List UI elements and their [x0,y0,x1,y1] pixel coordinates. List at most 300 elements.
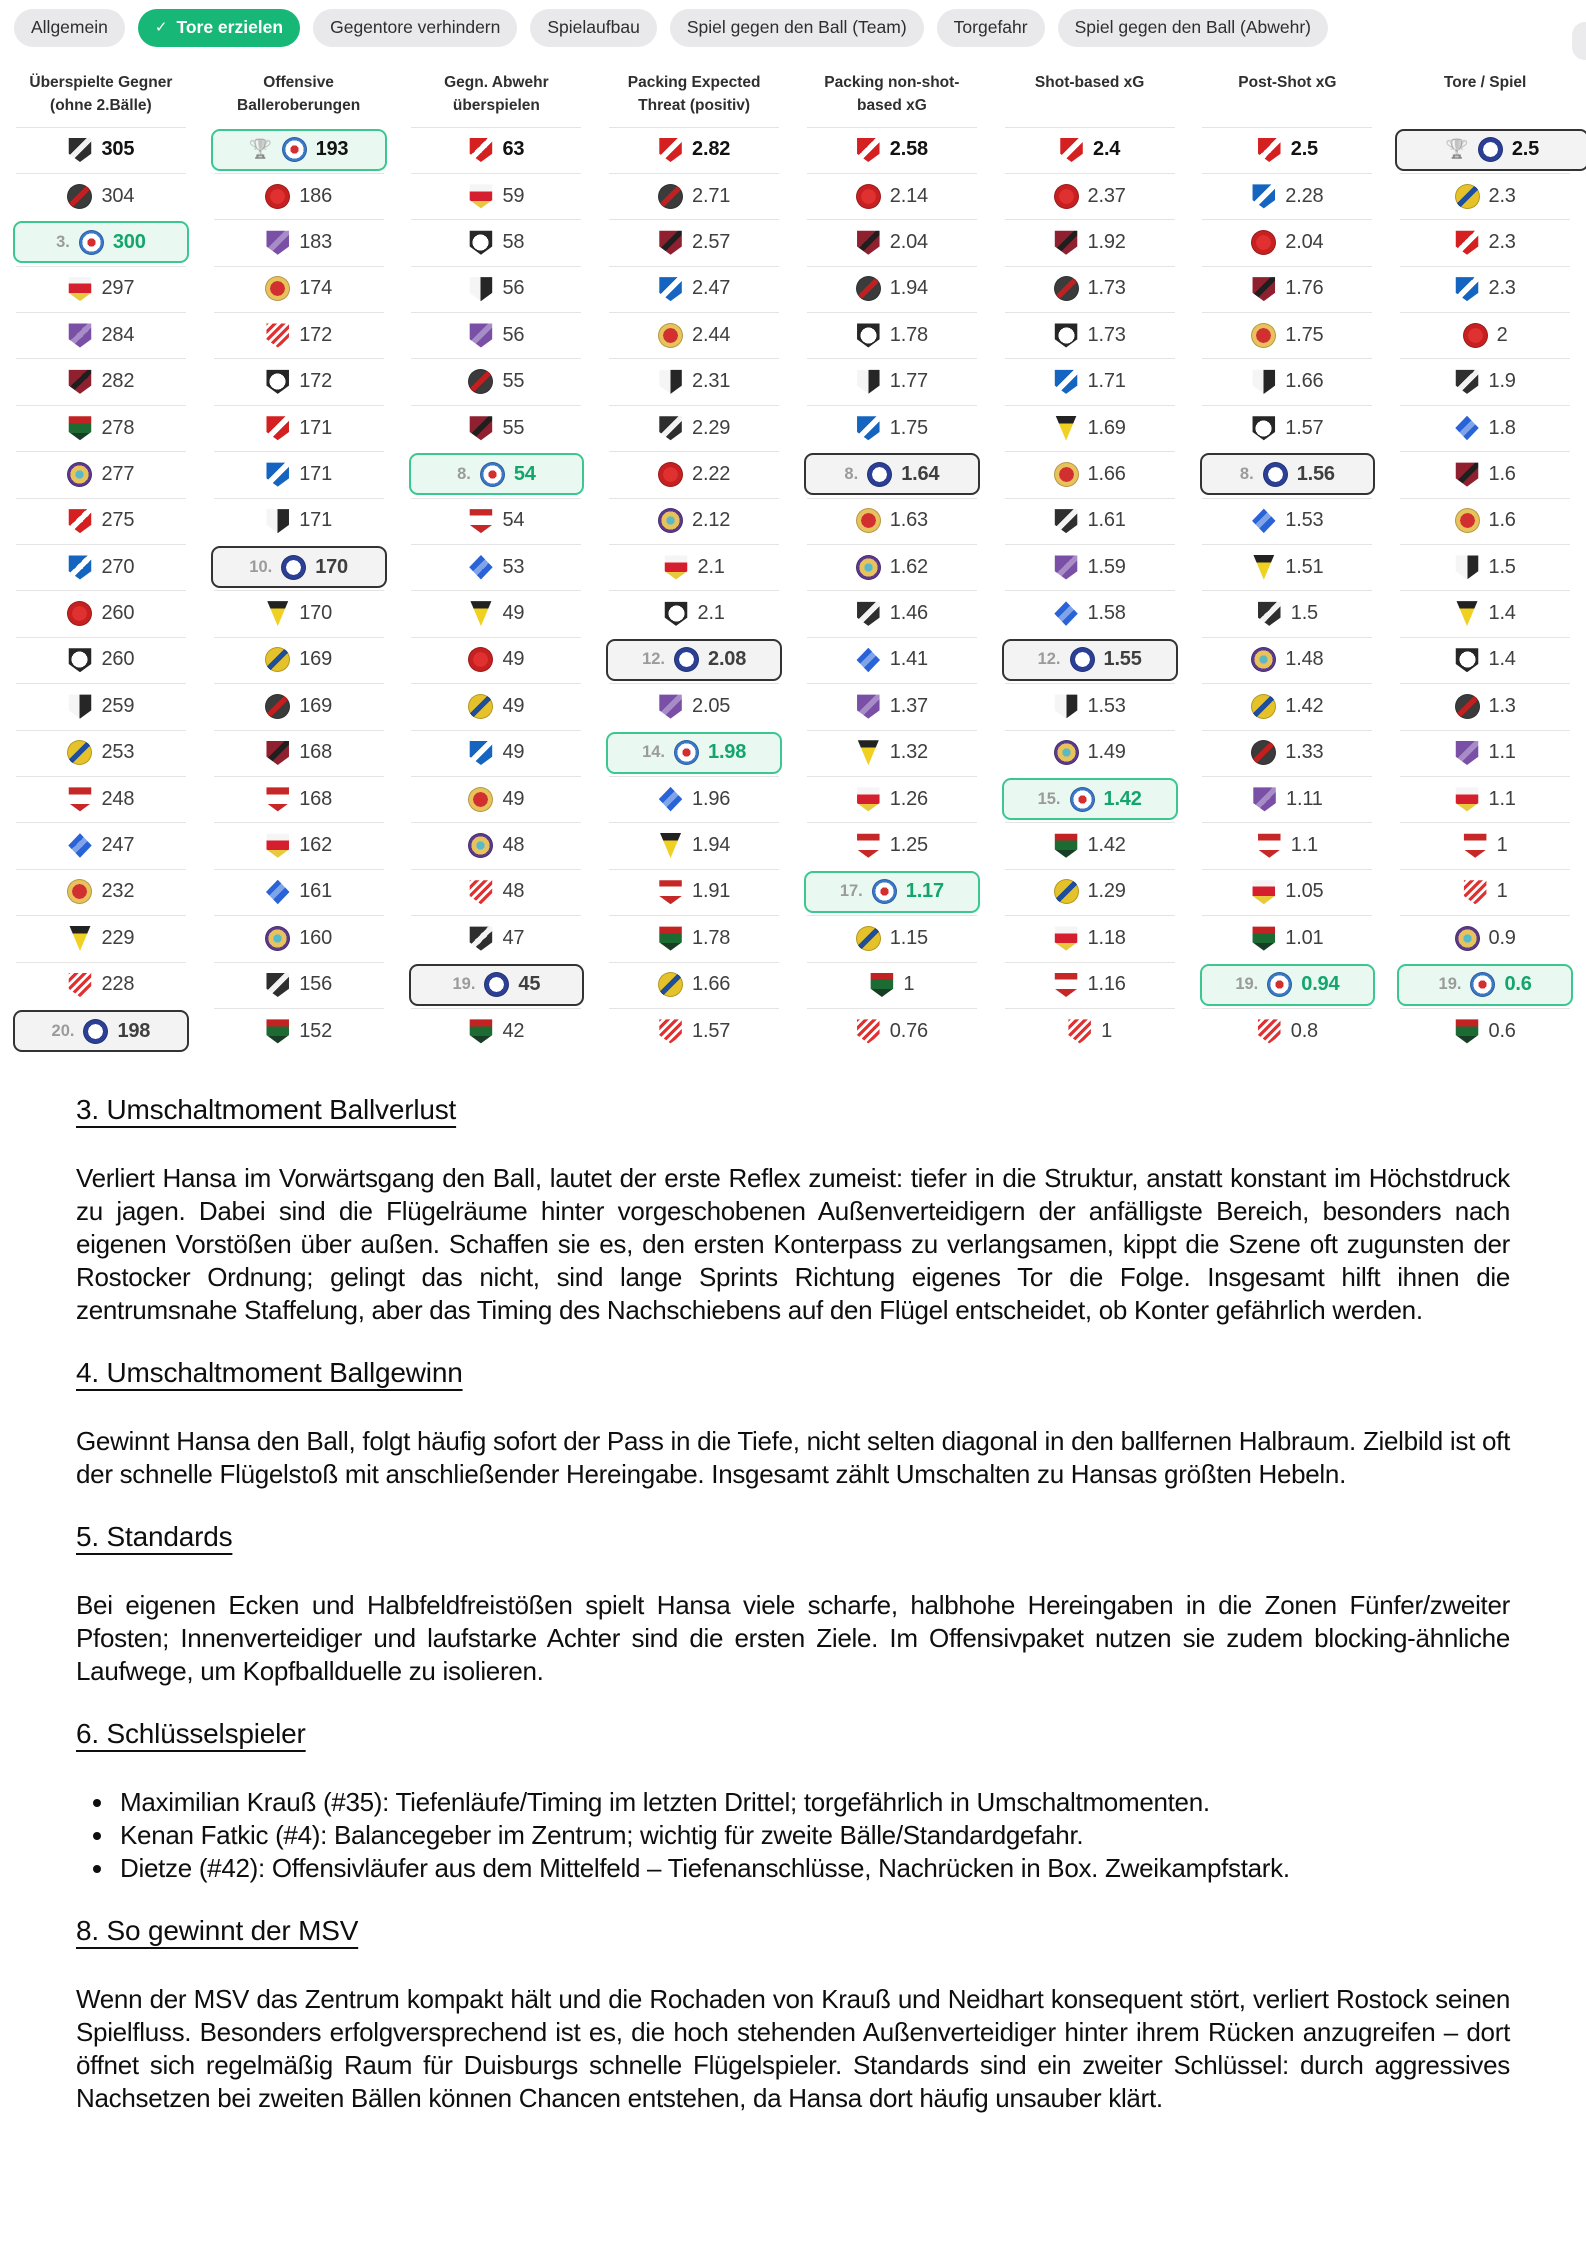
stat-value: 1.01 [1285,926,1324,949]
tab-spielaufbau[interactable] [530,9,656,47]
stat-value: 1.42 [1285,694,1324,717]
stat-value: 160 [299,926,333,949]
green-black-red-shield-crest [468,1019,493,1044]
stat-value: 186 [299,184,333,207]
stat-cell-c7-r11 [1189,590,1387,636]
stat-cell-c8-r5 [1386,312,1584,358]
tab-partial-cutoff[interactable] [1572,22,1586,60]
green-black-red-shield-crest [869,972,894,997]
stat-cell-c1-r14 [2,730,200,776]
stat-value: 2.5 [1290,138,1318,161]
stat-cell-content [1455,787,1516,812]
stat-cell-content [1455,647,1516,672]
stat-cell-content [265,230,332,255]
stat-cell-c2-r10 [200,544,398,590]
stat-cell-c5-r14 [793,730,991,776]
stat-value: 55 [502,416,525,439]
red-circle-crest [658,462,683,487]
column-header-line1: Shot-based xG [1034,73,1145,91]
stat-cell-c6-r19 [991,962,1189,1008]
column-header [200,63,398,127]
stat-cell-c6-r1 [991,127,1189,173]
stat-cell-content [658,879,730,904]
stat-cell-c4-r12 [595,637,793,683]
hansa-blue-white-red-circle-crest [1070,787,1095,812]
yellow-blue-circle-crest [658,972,683,997]
red-white-gold-shield-crest [856,137,881,162]
purple-shield-crest [1252,787,1277,812]
green-black-red-shield-crest [1054,833,1079,858]
stat-cell-content [856,1019,928,1044]
dark-crest-white-detail [1054,323,1079,348]
blue-white-shield-crest [1054,369,1079,394]
stat-value: 1.78 [889,323,928,346]
stat-cell-c8-r6 [1386,358,1584,404]
stat-cell-c4-r8 [595,451,793,497]
red-gold-circle-crest [1054,462,1079,487]
stat-cell-content [468,508,524,533]
stat-value: 47 [502,926,525,949]
stat-cell-content [468,879,524,904]
stat-cell-c2-r1 [200,127,398,173]
tab-allgemein[interactable] [14,9,125,47]
stat-cell-content [856,508,928,533]
white-black-lion-shield-crest [1455,555,1480,580]
darkred-black-shield-crest [1251,276,1276,301]
stat-cell-c1-r18 [2,915,200,961]
dark-red-v-circle-crest [1455,694,1480,719]
stat-value: 247 [101,834,135,857]
trophy-icon: 🏆 [248,139,273,161]
stat-value: 2 [1496,323,1508,346]
green-black-red-shield-crest [265,1019,290,1044]
red-white-striped-shield-crest [468,879,493,904]
stat-cell-content [658,184,730,209]
purple-gold-teal-circle-crest [265,926,290,951]
stat-value: 1.53 [1087,694,1126,717]
stat-value: 1.98 [708,741,747,764]
white-black-lion-shield-crest [856,369,881,394]
yellow-blue-circle-crest [67,740,92,765]
yellow-blue-circle-crest [265,647,290,672]
stat-cell-c7-r19 [1189,962,1387,1008]
stat-value: 1.33 [1285,741,1324,764]
stat-value: 171 [299,509,333,532]
stat-cell-c5-r12 [793,637,991,683]
stat-cell-content [1054,369,1126,394]
stat-value: 1.1 [1488,741,1516,764]
white-red-yellow-shield-crest [1054,926,1079,951]
stat-value: 2.37 [1087,184,1126,207]
stat-value: 49 [502,602,525,625]
stat-cell-content [804,871,980,913]
stat-value: 162 [299,834,333,857]
stat-cell-content [67,972,134,997]
stat-value: 2.4 [1093,138,1121,161]
dark-red-v-circle-crest [856,276,881,301]
stat-value: 49 [502,787,525,810]
stat-value: 2.04 [889,230,928,253]
dark-crest-white-detail [468,230,493,255]
stat-value: 2.1 [697,555,725,578]
msv-blue-white-circle-crest [1070,647,1095,672]
stat-cell-content [664,601,725,626]
tab-tore-erzielen[interactable] [138,9,300,47]
red-white-gold-shield-crest [658,137,683,162]
column-header-line2: based xG [856,96,927,114]
stat-cell-c6-r12 [991,637,1189,683]
stat-value: 2.28 [1285,184,1324,207]
dark-red-v-circle-crest [265,694,290,719]
stat-value: 1.48 [1285,648,1324,671]
red-white-band-shield-crest [67,787,92,812]
section-paragraph: Bei eigenen Ecken und Halbfeldfreistößen spielt Hansa viele scharfe, halbhohe Hereingaben in die Zonen Fünfer/zweiter Pfosten; Innenverteidiger und laufstarke Achter sind die ersten Ziele. Im Offensivpaket nutzen sie zudem blocking-ähnliche Laufwege, um Kopfballduelle zu isolieren. [76,1590,1510,1687]
stat-cell-c3-r8 [398,451,596,497]
white-red-yellow-shield-crest [67,276,92,301]
stat-cell-c6-r11 [991,590,1189,636]
stat-value: 56 [502,323,525,346]
dark-red-v-circle-crest [468,369,493,394]
red-white-striped-shield-crest [1257,1019,1282,1044]
stat-cell-content [1251,926,1323,951]
tab-label: Spiel gegen den Ball (Abwehr) [1074,17,1312,37]
stat-cell-content [468,230,524,255]
stat-value: 1.1 [1488,787,1516,810]
stat-value: 1.42 [1103,787,1142,810]
stat-cell-content [67,323,134,348]
purple-gold-teal-circle-crest [1455,926,1480,951]
stat-cell-c8-r11 [1386,590,1584,636]
stat-cell-content [1455,694,1516,719]
stat-value: 1 [1496,834,1508,857]
stat-cell-c6-r8 [991,451,1189,497]
stat-value: 2.12 [692,509,731,532]
dark-red-v-circle-crest [1054,276,1079,301]
stat-cell-content [1251,323,1323,348]
red-circle-crest [265,184,290,209]
red-white-striped-shield-crest [265,323,290,348]
red-white-band-shield-crest [468,508,493,533]
stat-cell-c8-r2 [1386,173,1584,219]
stat-cell-content [658,694,730,719]
stat-cell-content [1054,230,1126,255]
tab-label: Allgemein [31,17,108,37]
stat-value: 170 [299,602,333,625]
black-white-shield-crest [658,416,683,441]
stat-cell-content [856,740,928,765]
stat-cell-c8-r20 [1386,1008,1584,1054]
stat-cell-c2-r2 [200,173,398,219]
stat-cell-content [265,416,332,441]
stat-value: 1.4 [1488,602,1516,625]
stat-value: 1.9 [1488,370,1516,393]
stat-cell-c1-r5 [2,312,200,358]
stat-value: 1.49 [1087,741,1126,764]
stat-cell-content [1463,323,1508,348]
msv-blue-white-circle-crest [1263,462,1288,487]
stat-cell-content [1054,184,1126,209]
stat-cell-c1-r15 [2,776,200,822]
stat-value: 2.29 [692,416,731,439]
red-white-band-shield-crest [1054,972,1079,997]
stat-cell-c6-r18 [991,915,1189,961]
stat-value: 48 [502,834,525,857]
darkred-black-shield-crest [856,230,881,255]
stat-cell-content [468,601,524,626]
stat-cell-c8-r10 [1386,544,1584,590]
stat-cell-c7-r9 [1189,498,1387,544]
stat-value: 1.64 [901,462,940,485]
stat-cell-c5-r20 [793,1008,991,1054]
stat-value: 1.66 [1087,462,1126,485]
stat-cell-content [1251,647,1323,672]
rank-label: 20. [51,1021,75,1040]
stat-cell-content [211,129,387,171]
stat-value: 1 [1496,880,1508,903]
stat-cell-content [1257,601,1318,626]
stat-cell-c7-r14 [1189,730,1387,776]
stat-cell-c2-r9 [200,498,398,544]
blue-diamond-crest [468,555,493,580]
stat-cell-content [856,647,928,672]
stat-cell-c8-r17 [1386,869,1584,915]
stat-cell-c2-r5 [200,312,398,358]
red-circle-crest [1463,323,1488,348]
stat-cell-content [606,639,782,681]
stat-value: 2.1 [697,602,725,625]
hansa-blue-white-red-circle-crest [79,230,104,255]
stat-cell-c5-r17 [793,869,991,915]
stat-cell-c7-r2 [1189,173,1387,219]
red-circle-crest [67,601,92,626]
stat-value: 2.3 [1488,277,1516,300]
stat-value: 1.11 [1286,787,1323,810]
stat-cell-c3-r1 [398,127,596,173]
tab-gegentore-verhindern[interactable] [313,9,517,47]
dark-crest-white-detail [664,601,689,626]
rank-label: 17. [839,882,863,901]
tab-spiel-gegen-den-ball-team[interactable] [670,9,924,47]
stat-cell-content [265,972,332,997]
stat-cell-c4-r7 [595,405,793,451]
stat-cell-content [804,453,980,495]
column-header [2,63,200,127]
purple-shield-crest [468,323,493,348]
purple-shield-crest [67,323,92,348]
stat-value: 1.6 [1488,509,1516,532]
stat-cell-c6-r16 [991,822,1189,868]
filter-tab-bar [0,0,1586,47]
dark-crest-white-detail [265,369,290,394]
stat-cell-content [1054,694,1126,719]
stat-cell-c3-r6 [398,358,596,404]
stat-cell-content [856,555,928,580]
stat-cell-c7-r1 [1189,127,1387,173]
stat-value: 0.94 [1301,973,1340,996]
yellow-blue-circle-crest [856,926,881,951]
stat-cell-content [1054,972,1126,997]
stat-cell-content [1002,639,1178,681]
stat-cell-c3-r14 [398,730,596,776]
stat-cell-content [67,555,134,580]
stat-cell-content [658,369,730,394]
stat-value: 1.59 [1087,555,1126,578]
stat-cell-c3-r5 [398,312,596,358]
stat-cell-content [658,230,730,255]
stat-cell-c2-r16 [200,822,398,868]
stat-cell-content [67,276,134,301]
stat-value: 2.57 [692,230,731,253]
stat-cell-content [1257,137,1318,162]
stat-cell-c6-r17 [991,869,1189,915]
stat-cell-c3-r18 [398,915,596,961]
stat-cell-content [468,369,524,394]
stat-cell-c3-r9 [398,498,596,544]
stat-value: 48 [502,880,525,903]
stat-cell-content [1251,694,1323,719]
stat-cell-content [265,694,332,719]
column-header [793,63,991,127]
tab-torgefahr[interactable] [937,9,1045,47]
stat-value: 2.71 [692,184,731,207]
stat-value: 1.91 [692,880,731,903]
stat-cell-content [67,833,134,858]
column-header-line2: Balleroberungen [237,96,361,114]
column-header-line1: Gegn. Abwehr [444,73,549,91]
stat-value: 1.42 [1087,834,1126,857]
stat-value: 58 [502,230,525,253]
stat-cell-c6-r6 [991,358,1189,404]
stat-cell-content [1200,964,1376,1006]
stat-cell-c5-r9 [793,498,991,544]
stat-cell-content [409,964,585,1006]
red-gold-circle-crest [468,787,493,812]
stat-cell-content [468,137,524,162]
black-white-shield-crest [856,601,881,626]
red-white-striped-shield-crest [1463,879,1488,904]
stat-cell-content [67,879,134,904]
stat-cell-content [1463,879,1508,904]
stat-value: 42 [502,1019,525,1042]
dark-crest-white-detail [67,647,92,672]
tab-spiel-gegen-den-ball-abwehr[interactable] [1058,9,1328,47]
purple-gold-teal-circle-crest [1054,740,1079,765]
stat-cell-content [265,369,332,394]
stat-cell-content [1054,879,1126,904]
stat-cell-content [13,221,189,263]
purple-gold-teal-circle-crest [1251,647,1276,672]
yellow-black-pennant-crest [67,926,92,951]
stat-cell-content [211,546,387,588]
black-white-shield-crest [1455,369,1480,394]
hansa-blue-white-red-circle-crest [1470,972,1495,997]
key-player-item: • Kenan Fatkic (#4): Balancegeber im Zentrum; wichtig für zweite Bälle/Standardgefahr. [116,1819,1510,1852]
stat-value: 49 [502,741,525,764]
stat-value: 0.9 [1488,926,1516,949]
stat-cell-content [67,740,134,765]
stat-cell-c1-r11 [2,590,200,636]
stat-cell-c1-r20 [2,1008,200,1054]
stat-cell-c6-r2 [991,173,1189,219]
stat-value: 1.5 [1488,555,1516,578]
stat-cell-c2-r11 [200,590,398,636]
yellow-black-pennant-crest [1455,601,1480,626]
stat-value: 1 [1101,1019,1113,1042]
blue-diamond-crest [856,647,881,672]
stat-cell-content [1251,369,1323,394]
blue-diamond-crest [1251,508,1276,533]
stat-value: 259 [101,694,135,717]
stat-cell-content [468,555,524,580]
stat-value: 168 [299,741,333,764]
stat-value: 2.3 [1488,230,1516,253]
stat-cell-content [1455,1019,1516,1044]
red-gold-circle-crest [1455,508,1480,533]
darkred-black-shield-crest [1054,230,1079,255]
stat-value: 1.73 [1087,323,1126,346]
blue-white-shield-crest [1455,276,1480,301]
stat-value: 1.37 [889,694,928,717]
column-header-line2: überspielen [452,96,540,114]
hansa-blue-white-red-circle-crest [1267,972,1292,997]
stat-cell-c7-r20 [1189,1008,1387,1054]
stat-value: 253 [101,741,135,764]
stat-column-1 [2,63,200,1055]
stat-value: 2.47 [692,277,731,300]
stat-cell-c8-r8 [1386,451,1584,497]
stat-cell-c5-r13 [793,683,991,729]
red-gold-circle-crest [1251,323,1276,348]
stat-cell-content [658,972,730,997]
stat-value: 1.71 [1087,370,1126,393]
stat-cell-c3-r16 [398,822,596,868]
stat-cell-c8-r13 [1386,683,1584,729]
rank-label: 3. [56,232,70,251]
dark-red-v-circle-crest [67,184,92,209]
stat-cell-c2-r8 [200,451,398,497]
stat-value: 1.66 [1285,370,1324,393]
stat-cell-c2-r14 [200,730,398,776]
stat-cell-c5-r2 [793,173,991,219]
stat-cell-content [1054,416,1126,441]
stat-cell-c4-r16 [595,822,793,868]
stat-cell-content [658,926,730,951]
stat-value: 2.05 [692,694,731,717]
stat-cell-content [1251,416,1323,441]
tab-label: Tore erzielen [176,17,284,37]
stat-cell-c3-r4 [398,266,596,312]
stat-value: 2.5 [1511,138,1540,161]
stat-value: 59 [502,184,525,207]
stat-value: 45 [518,973,541,996]
red-white-striped-shield-crest [856,1019,881,1044]
purple-gold-teal-circle-crest [67,462,92,487]
stat-cell-c1-r16 [2,822,200,868]
check-icon: ✓ [154,19,168,37]
stat-cell-content [1455,184,1516,209]
stat-cell-c8-r16 [1386,822,1584,868]
stat-cell-c5-r6 [793,358,991,404]
stat-cell-content [468,416,524,441]
stat-value: 1.53 [1285,509,1324,532]
stat-cell-c1-r8 [2,451,200,497]
red-white-striped-shield-crest [1067,1019,1092,1044]
stat-value: 170 [315,555,348,578]
blue-diamond-crest [265,879,290,904]
stat-cell-content [265,508,332,533]
stat-cell-content [658,462,730,487]
stat-cell-c8-r15 [1386,776,1584,822]
